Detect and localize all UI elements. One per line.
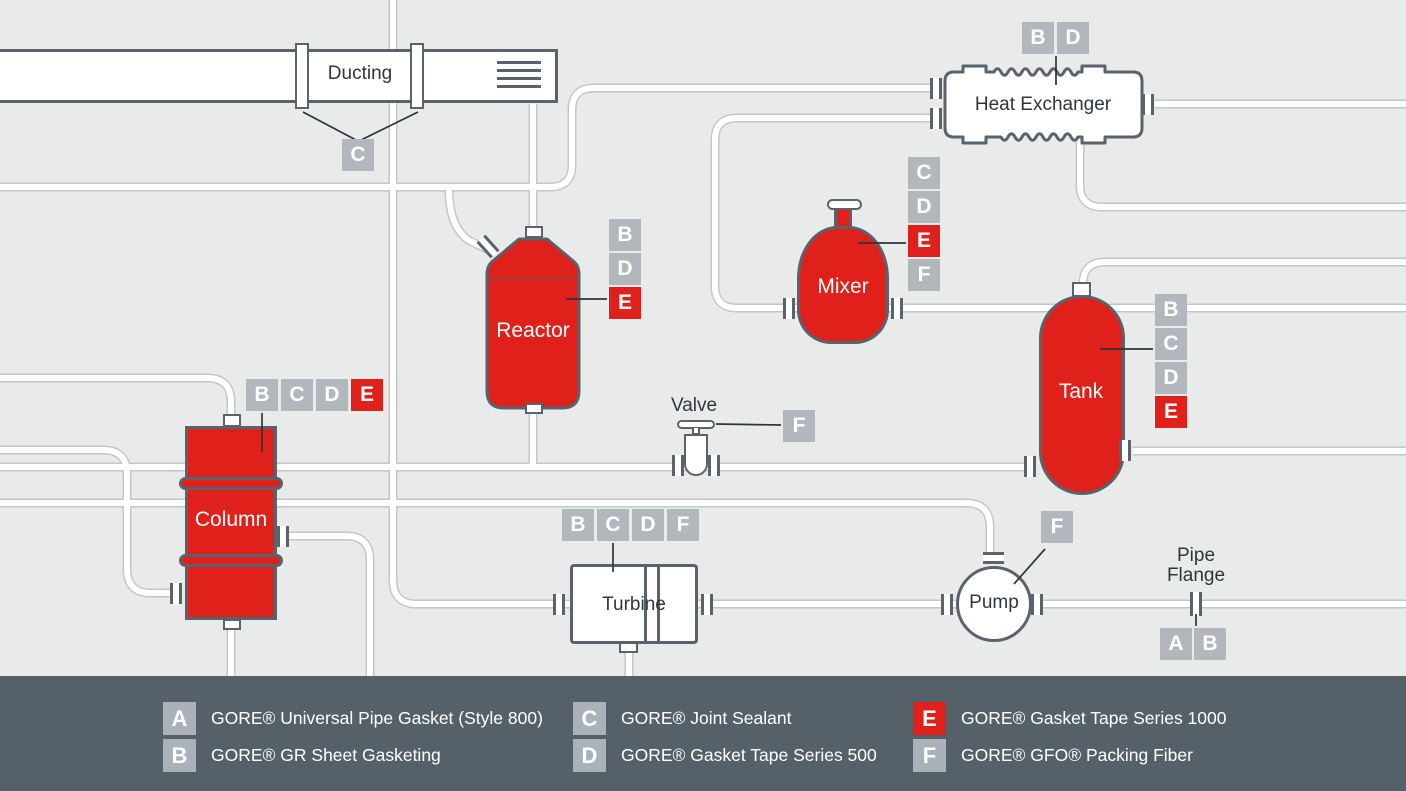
badge-pump-f: F [1041,511,1073,543]
badge-mixer-f: F [908,259,940,291]
reactor-flange-bottom [525,403,543,414]
ducting-grille-icon [497,61,541,92]
legend-badge-a: A [163,702,196,735]
heat-exchanger-flange-left-bottom [930,108,942,129]
pipe-flange-label: Pipe Flange [1166,545,1226,586]
legend-item-b [163,739,441,772]
legend-item-d [573,739,877,772]
badge-turbine-f: F [667,509,699,541]
badge-column-d: D [316,379,348,411]
badge-reactor-d: D [609,253,641,285]
legend-badge-f: F [913,739,946,772]
badge-turbine-d: D [632,509,664,541]
turbine-flange-bottom [619,642,638,653]
column-flange-left [170,583,182,604]
badge-valve-f: F [783,410,815,442]
valve-body [684,434,708,476]
legend-label-e: GORE® Gasket Tape Series 1000 [961,708,1227,728]
legend-badge-d: D [573,739,606,772]
legend-label-b: GORE® GR Sheet Gasketing [211,745,441,765]
badge-turbine-b: B [562,509,594,541]
badge-mixer-d: D [908,191,940,223]
legend-badge-e: E [913,702,946,735]
column-band-upper [179,477,283,490]
turbine-flange-right [701,594,713,615]
legend-label-f: GORE® GFO® Packing Fiber [961,745,1193,765]
mixer-cap [827,199,862,210]
turbine-flange-left [553,594,565,615]
badge-turbine-c: C [597,509,629,541]
column-band-lower [179,554,283,567]
heat-exchanger-label: Heat Exchanger [974,94,1112,115]
badge-mixer-c: C [908,157,940,189]
badge-reactor-b: B [609,219,641,251]
badge-ducting-c: C [342,139,374,171]
legend-item-c [573,702,791,735]
mixer-label: Mixer [817,275,869,298]
badge-pipe-flange-b: B [1194,628,1226,660]
badge-mixer-e: E [908,225,940,257]
badge-pipe-flange-a: A [1160,628,1192,660]
legend-badge-b: B [163,739,196,772]
column-flange-bottom [223,619,241,630]
heat-exchanger-flange-left-top [930,78,942,99]
tank-label: Tank [1058,380,1104,403]
pump-flange-top [983,552,1004,564]
legend-item-a [163,702,543,735]
turbine-label: Turbine [602,594,666,615]
badge-column-c: C [281,379,313,411]
valve-label: Valve [670,395,718,416]
legend-item-e [913,702,1226,735]
legend-label-c: GORE® Joint Sealant [621,708,792,728]
column-label: Column [194,508,268,531]
badge-column-b: B [246,379,278,411]
legend-label-d: GORE® Gasket Tape Series 500 [621,745,877,765]
reactor-label: Reactor [496,319,570,342]
legend-bar [0,676,1406,791]
badge-tank-e: E [1155,396,1187,428]
heat-exchanger-flange-right [1142,94,1154,115]
legend-item-f [913,739,1193,772]
badge-heat-exchanger-b: B [1022,22,1054,54]
ducting-shape [0,49,558,103]
valve-flange-right [708,455,720,476]
tank-flange-right [1119,440,1131,461]
pipe-flange-mark [1190,592,1202,616]
valve-flange-left [672,455,684,476]
legend-badge-c: C [573,702,606,735]
badge-heat-exchanger-d: D [1057,22,1089,54]
legend-label-a: GORE® Universal Pipe Gasket (Style 800) [211,708,543,728]
badge-tank-d: D [1155,362,1187,394]
ducting-label: Ducting [327,63,393,84]
badge-tank-b: B [1155,294,1187,326]
badge-tank-c: C [1155,328,1187,360]
mixer-flange-right [891,298,903,319]
mixer-flange-left [783,298,795,319]
tank-flange-left [1024,456,1036,477]
badge-reactor-e: E [609,287,641,319]
tank-flange-top [1072,282,1091,297]
pump-label: Pump [969,592,1019,613]
badge-column-e: E [351,379,383,411]
column-flange-top [223,414,241,427]
reactor-flange-top [525,226,543,238]
